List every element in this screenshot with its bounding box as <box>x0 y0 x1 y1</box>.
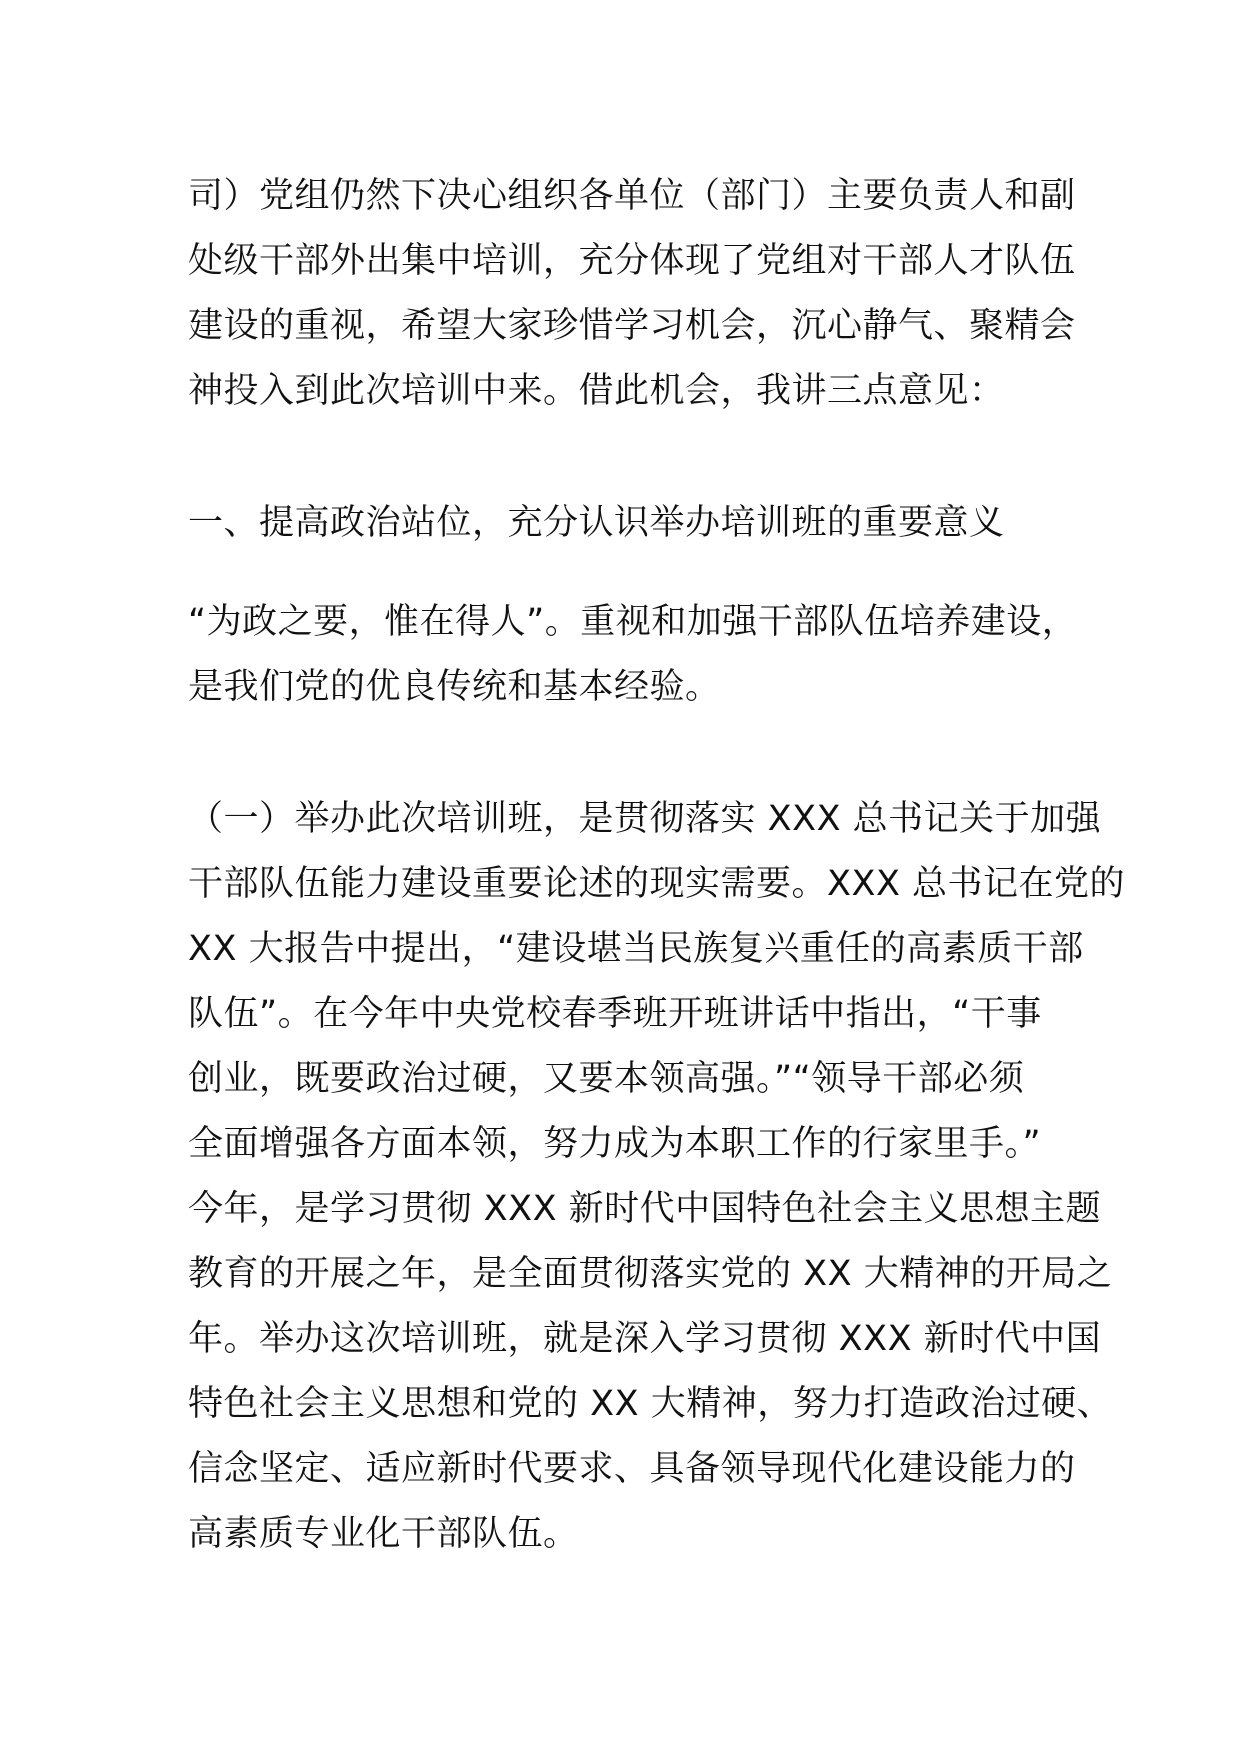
quote-paragraph <box>188 590 1078 720</box>
text-line: （一）举办此次培训班，是贯彻落实 XXX 总书记关于加强 <box>188 799 1102 839</box>
intro-paragraph <box>188 164 1076 424</box>
text-line: 司）党组仍然下决心组织各单位（部门）主要负责人和副 <box>188 176 1076 216</box>
text-line: “为政之要，惟在得人”。重视和加强干部队伍培养建设， <box>188 602 1078 642</box>
text-line: 特色社会主义思想和党的 XX 大精神，努力打造政治过硬、 <box>188 1384 1113 1424</box>
text-line: 今年，是学习贯彻 XXX 新时代中国特色社会主义思想主题 <box>188 1189 1102 1229</box>
section-heading <box>188 491 1060 556</box>
text-line: 建设的重视，希望大家珍惜学习机会，沉心静气、聚精会 <box>188 306 1076 346</box>
heading-text: 一、提高政治站位，充分认识举办培训班的重要意义 <box>188 503 1005 543</box>
text-line: 队伍”。在今年中央党校春季班开班讲话中指出，“干事 <box>188 994 1042 1034</box>
text-line: 创业，既要政治过硬，又要本领高强。”“领导干部必须 <box>188 1059 1025 1099</box>
text-line: 高素质专业化干部队伍。 <box>188 1514 579 1554</box>
text-line: 处级干部外出集中培训，充分体现了党组对干部人才队伍 <box>188 241 1076 281</box>
text-line: 年。举办这次培训班，就是深入学习贯彻 XXX 新时代中国 <box>188 1319 1102 1359</box>
section-1-paragraph <box>188 787 1126 1567</box>
text-line: 是我们党的优良传统和基本经验。 <box>188 667 721 707</box>
text-line: 干部队伍能力建设重要论述的现实需要。XXX 总书记在党的 <box>188 864 1126 904</box>
text-line: 教育的开展之年，是全面贯彻落实党的 XX 大精神的开局之 <box>188 1254 1113 1294</box>
text-line: 全面增强各方面本领，努力成为本职工作的行家里手。” <box>188 1124 1042 1164</box>
text-line: 神投入到此次培训中来。借此机会，我讲三点意见： <box>188 371 1005 411</box>
text-line: XX 大报告中提出，“建设堪当民族复兴重任的高素质干部 <box>188 929 1084 969</box>
text-line: 信念坚定、适应新时代要求、具备领导现代化建设能力的 <box>188 1449 1076 1489</box>
